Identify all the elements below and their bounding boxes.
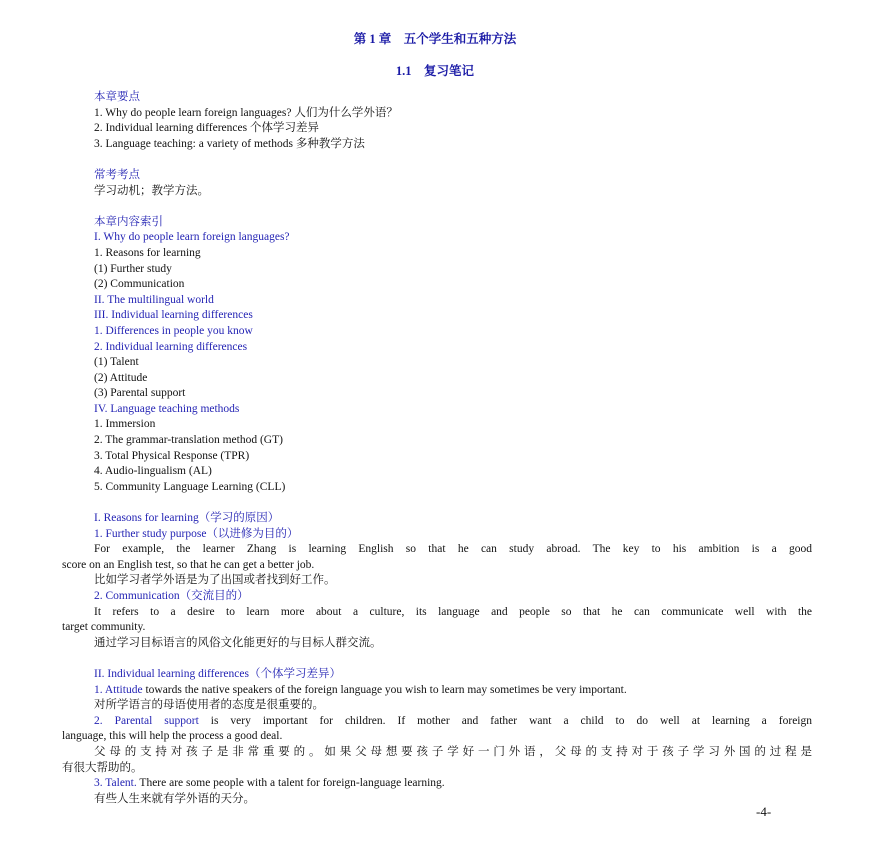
chapter-title: 第 1 章 五个学生和五种方法 [353, 32, 517, 46]
index-item: 1. Reasons for learning [94, 246, 201, 259]
index-item: 1. Immersion [94, 418, 156, 431]
attitude-label: 1. Attitude [94, 683, 143, 696]
paragraph-line: 对所学语言的母语使用者的态度是很重要的。 [94, 699, 324, 712]
parental-support-label: 2. Parental support [94, 714, 199, 727]
spacer [62, 651, 812, 667]
index-item: 2. Individual learning differences [94, 340, 248, 353]
spacer [62, 495, 812, 511]
document-body [62, 90, 812, 807]
reasons-heading: I. Reasons for learning（学习的原因） [94, 512, 280, 525]
key-point-item: 2. Individual learning differences 个体学习差异 [94, 122, 319, 135]
index-item: (1) Talent [94, 356, 139, 369]
page-number: -4- [756, 804, 772, 819]
exam-points-heading: 常考考点 [94, 168, 140, 181]
index-item: III. Individual learning differences [94, 309, 253, 322]
communication-heading: 2. Communication（交流目的） [94, 590, 249, 602]
paragraph-line: 比如学习者学外语是为了出国或者找到好工作。 [94, 574, 336, 587]
paragraph-line: target community. [62, 621, 146, 634]
paragraph-line [62, 714, 812, 730]
index-item: 3. Total Physical Response (TPR) [94, 449, 250, 462]
index-item: 2. The grammar-translation method (GT) [94, 434, 283, 447]
paragraph-line: score on an English test, so that he can get a better job. [62, 558, 315, 571]
section-title: 1.1 复习笔记 [395, 64, 475, 78]
exam-points-text: 学习动机；教学方法。 [94, 184, 209, 197]
paragraph-line: 父母的支持对孩子是非常重要的。如果父母想要孩子学好一门外语，父母的支持对于孩子学习外国的过程是 [94, 745, 812, 758]
key-points-heading: 本章要点 [94, 91, 140, 103]
index-item: 4. Audio-lingualism (AL) [94, 465, 212, 478]
index-item: (2) Communication [94, 278, 185, 291]
index-item: (1) Further study [94, 262, 172, 275]
index-item: IV. Language teaching methods [94, 402, 240, 415]
paragraph-line: language, this will help the process a good deal. [62, 730, 283, 743]
index-item: 1. Differences in people you know [94, 324, 253, 337]
further-study-heading: 1. Further study purpose（以进修为目的） [94, 527, 299, 540]
key-point-item: 1. Why do people learn foreign languages? 人们为什么学外语？ [94, 106, 398, 119]
parental-support-text: is very important for children. If mother and father want a child to do well at learning a foreign [198, 714, 812, 727]
differences-heading: II. Individual learning differences（个体学习差异） [94, 667, 341, 680]
index-item: (3) Parental support [94, 387, 186, 400]
index-item: II. The multilingual world [94, 293, 214, 306]
index-item: I. Why do people learn foreign languages? [94, 231, 290, 244]
index-item: (2) Attitude [94, 371, 148, 384]
talent-label: 3. Talent. [94, 777, 137, 790]
attitude-text: towards the native speakers of the foreign language you wish to learn may sometimes be very important. [142, 683, 627, 696]
paragraph-line: For example, the learner Zhang is learning English so that he can study abroad. The key to his ambition is a good [94, 543, 812, 556]
paragraph-line: It refers to a desire to learn more about a culture, its language and people so that he can communicate well with the [94, 605, 812, 618]
paragraph-line: 有些人生来就有学外语的天分。 [94, 792, 255, 805]
key-point-item: 3. Language teaching: a variety of methods 多种教学方法 [94, 137, 365, 150]
talent-text: There are some people with a talent for foreign-language learning. [136, 777, 445, 790]
paragraph-line: 有很大帮助的。 [62, 761, 143, 774]
paragraph-line [62, 683, 812, 699]
paragraph-line [62, 776, 812, 792]
paragraph-line: 通过学习目标语言的风俗文化能更好的与目标人群交流。 [94, 636, 382, 649]
spacer [62, 199, 812, 215]
index-item: 5. Community Language Learning (CLL) [94, 480, 286, 493]
spacer [62, 152, 812, 168]
index-heading: 本章内容索引 [94, 215, 163, 228]
